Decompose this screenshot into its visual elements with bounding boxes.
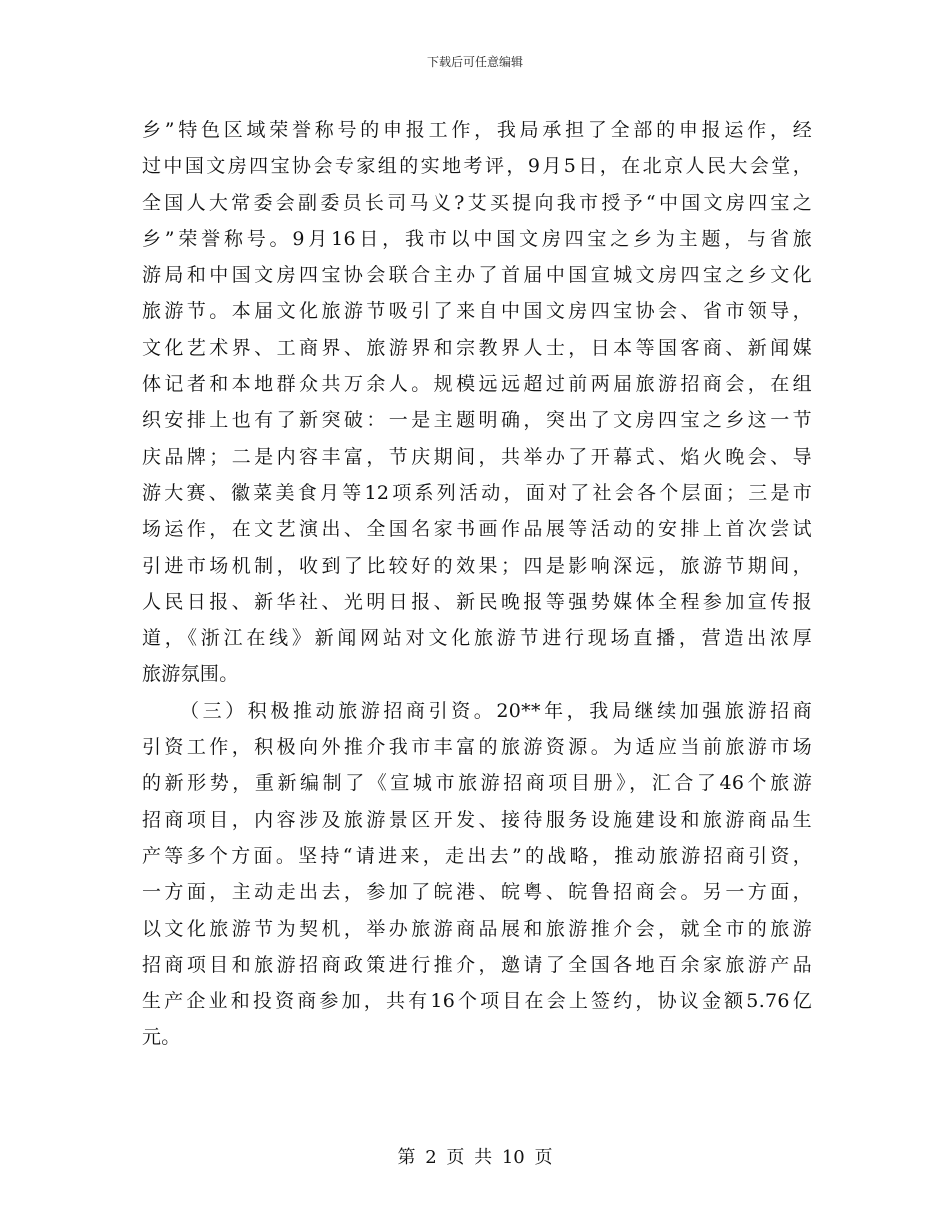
text-line: 旅游节。本届文化旅游节吸引了来自中国文房四宝协会、省市领导， (142, 300, 812, 323)
text-line: 乡”荣誉称号。9月16日，我市以中国文房四宝之乡为主题，与省旅 (142, 227, 812, 250)
text-line: 乡”特色区域荣誉称号的申报工作，我局承担了全部的申报运作，经 (142, 119, 812, 141)
text-line: 场运作，在文艺演出、全国名家书画作品展等活动的安排上首次尝试 (142, 518, 812, 541)
text-line: 全国人大常委会副委员长司马义?艾买提向我市授予“中国文房四宝之 (142, 191, 812, 214)
text-line: 的新形势，重新编制了《宣城市旅游招商项目册》，汇合了46个旅游 (142, 772, 812, 795)
section-heading-line: （三）积极推动旅游招商引资。20**年，我局继续加强旅游招商 (180, 699, 812, 722)
text-line: 生产企业和投资商参加，共有16个项目在会上签约，协议金额5.76亿 (142, 990, 812, 1013)
page-number: 第 2 页 共 10 页 (397, 1147, 553, 1168)
text-line: 引资工作，积极向外推介我市丰富的旅游资源。为适应当前旅游市场 (142, 736, 812, 759)
text-line: 人民日报、新华社、光明日报、新民晚报等强势媒体全程参加宣传报 (142, 590, 812, 613)
paragraph-2 (142, 693, 812, 1056)
paragraph-1 (142, 112, 812, 693)
text-line: 引进市场机制，收到了比较好的效果；四是影响深远，旅游节期间， (142, 554, 812, 577)
text-line: 元。 (142, 1026, 181, 1049)
text-line: 道，《浙江在线》新闻网站对文化旅游节进行现场直播，营造出浓厚 (142, 627, 812, 650)
text-line: 文化艺术界、工商界、旅游界和宗教界人士，日本等国客商、新闻媒 (142, 336, 812, 359)
text-line: 招商项目，内容涉及旅游景区开发、接待服务设施建设和旅游商品生 (142, 808, 812, 831)
text-line: 一方面，主动走出去，参加了皖港、皖粤、皖鲁招商会。另一方面， (142, 881, 812, 904)
text-line: 招商项目和旅游招商政策进行推介，邀请了全国各地百余家旅游产品 (142, 953, 812, 976)
text-line: 以文化旅游节为契机，举办旅游商品展和旅游推介会，就全市的旅游 (142, 917, 812, 940)
document-body (142, 112, 812, 1056)
page-header-note: 下载后可任意编辑 (426, 55, 523, 69)
text-line: 过中国文房四宝协会专家组的实地考评，9月5日，在北京人民大会堂， (142, 155, 812, 178)
text-line: 产等多个方面。坚持“请进来，走出去”的战略，推动旅游招商引资， (142, 844, 812, 867)
text-line: 庆品牌；二是内容丰富，节庆期间，共举办了开幕式、焰火晚会、导 (142, 445, 812, 468)
text-line: 织安排上也有了新突破：一是主题明确，突出了文房四宝之乡这一节 (142, 409, 812, 432)
text-line: 游局和中国文房四宝协会联合主办了首届中国宣城文房四宝之乡文化 (142, 264, 812, 287)
text-line: 体记者和本地群众共万余人。规模远远超过前两届旅游招商会，在组 (142, 373, 812, 396)
text-line: 游大赛、徽菜美食月等12项系列活动，面对了社会各个层面；三是市 (142, 481, 812, 504)
text-line: 旅游氛围。 (142, 663, 239, 686)
